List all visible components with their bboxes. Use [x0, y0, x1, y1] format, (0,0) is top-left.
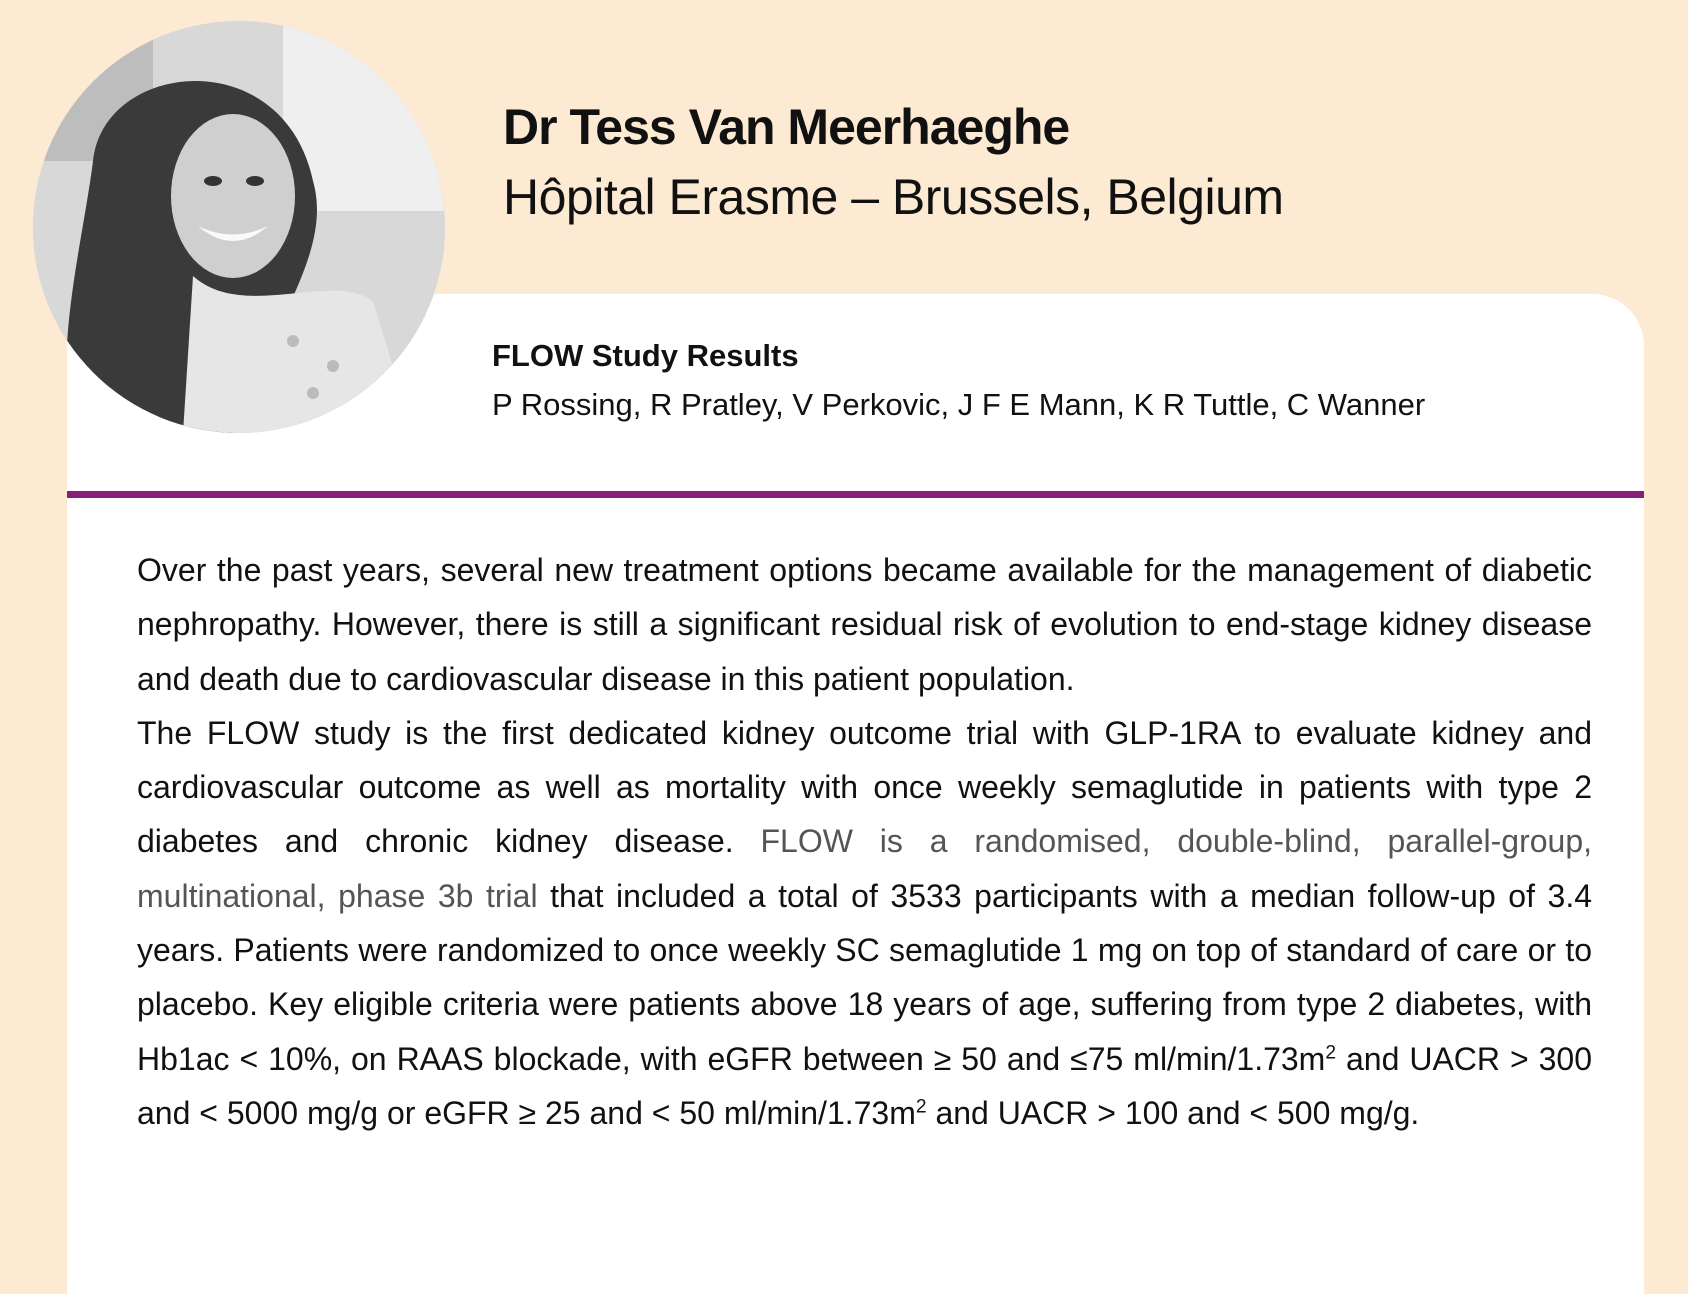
speaker-affiliation: Hôpital Erasme – Brussels, Belgium — [503, 169, 1284, 225]
study-title: FLOW Study Results — [492, 338, 799, 373]
superscript: 2 — [915, 1096, 927, 1118]
paragraph-study-text: that included a total of 3533 participants with a median follow-up of 3.4 years. Patients were randomized to once weekly SC semaglutide 1 mg on top of standard of care or to placebo. Key eligible criteria were patients above 18 years of age, suffering from type 2 diabetes, with Hb1ac < 10%, on RAAS blockade, with eGFR between ≥ 50 and ≤75 ml/min/1.73m — [137, 877, 1593, 1077]
speaker-name: Dr Tess Van Meerhaeghe — [503, 99, 1070, 155]
paragraph-study — [137, 706, 1592, 1140]
superscript: 2 — [1325, 1042, 1337, 1064]
header-divider — [67, 491, 1644, 498]
article-body — [137, 543, 1592, 1140]
paragraph-study-text: and UACR > 100 and < 500 mg/g. — [926, 1094, 1420, 1131]
paragraph-intro: Over the past years, several new treatment options became available for the management of diabetic nephropathy. However, there is still a significant residual risk of evolution to end-stage kidney disease and death due to cardiovascular disease in this patient population. — [137, 552, 1592, 697]
study-authors: P Rossing, R Pratley, V Perkovic, J F E Mann, K R Tuttle, C Wanner — [492, 387, 1426, 422]
study-design-text: FLOW is a randomised, double-blind, parallel-group, multinational, phase 3b trial — [137, 823, 1592, 914]
paragraph-study-text: and UACR > 300 and < 5000 mg/g or eGFR ≥ 25 and < 50 ml/min/1.73m — [137, 1040, 1593, 1131]
paragraph-study-text: The FLOW study is the first dedicated kidney outcome trial with GLP-1RA to evaluate kidney and cardiovascular outcome as well as mortality with once weekly semaglutide in patients with type 2 diabetes and chronic kidney disease. — [137, 714, 1592, 860]
speaker-portrait — [33, 21, 445, 433]
